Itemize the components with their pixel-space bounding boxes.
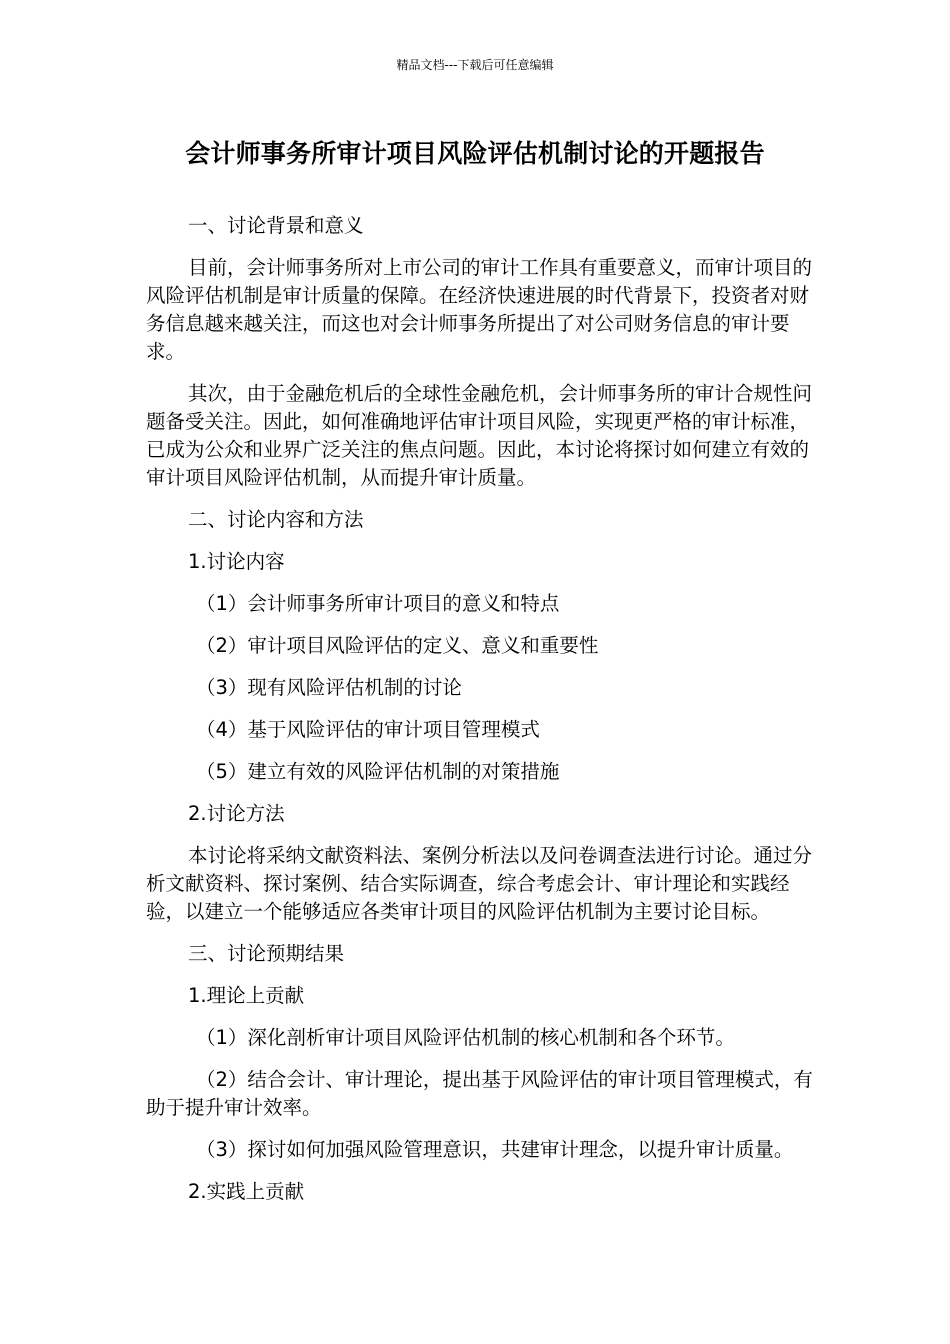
section2-subheading-method: 2.讨论方法 (188, 802, 285, 825)
section1-paragraph-1: 目前，会计师事务所对上市公司的审计工作具有重要意义，而审计项目的风险评估机制是审计质量的保障。在经济快速进展的时代背景下，投资者对财务信息越来越关注，而这也对会计师事务所提出了对公司财务信息的审计要求。 (146, 256, 813, 363)
list-item: （2）结合会计、审计理论，提出基于风险评估的审计项目管理模式，有助于提升审计效率。 (146, 1068, 813, 1119)
section2-method-paragraph: 本讨论将采纳文献资料法、案例分析法以及问卷调查法进行讨论。通过分析文献资料、探讨案例、结合实际调查，综合考虑会计、审计理论和实践经验，以建立一个能够适应各类审计项目的风险评估机制为主要讨论目标。 (146, 844, 813, 923)
section2-subheading-content: 1.讨论内容 (188, 550, 285, 573)
section3-heading: 三、讨论预期结果 (188, 942, 345, 965)
section2-heading: 二、讨论内容和方法 (188, 508, 364, 531)
section3-subheading-practice: 2.实践上贡献 (188, 1180, 305, 1203)
section1-heading: 一、讨论背景和意义 (188, 214, 364, 237)
list-item: （1）深化剖析审计项目风险评估机制的核心机制和各个环节。 (196, 1026, 735, 1049)
list-item: （3）探讨如何加强风险管理意识，共建审计理念，以提升审计质量。 (196, 1138, 794, 1161)
list-item: （2）审计项目风险评估的定义、意义和重要性 (196, 634, 599, 657)
document-body (146, 212, 818, 1206)
header-note: 精品文档---下载后可任意编辑 (396, 58, 554, 72)
list-item: （5）建立有效的风险评估机制的对策措施 (196, 760, 560, 783)
section1-paragraph-2: 其次，由于金融危机后的全球性金融危机，会计师事务所的审计合规性问题备受关注。因此，如何准确地评估审计项目风险，实现更严格的审计标准，已成为公众和业界广泛关注的焦点问题。因此，本讨论将探讨如何建立有效的审计项目风险评估机制，从而提升审计质量。 (146, 382, 813, 489)
list-item: （3）现有风险评估机制的讨论 (196, 676, 462, 699)
document-title: 会计师事务所审计项目风险评估机制讨论的开题报告 (185, 139, 765, 168)
list-item: （4）基于风险评估的审计项目管理模式 (196, 718, 540, 741)
list-item: （1）会计师事务所审计项目的意义和特点 (196, 592, 560, 615)
section3-subheading-theory: 1.理论上贡献 (188, 984, 305, 1007)
